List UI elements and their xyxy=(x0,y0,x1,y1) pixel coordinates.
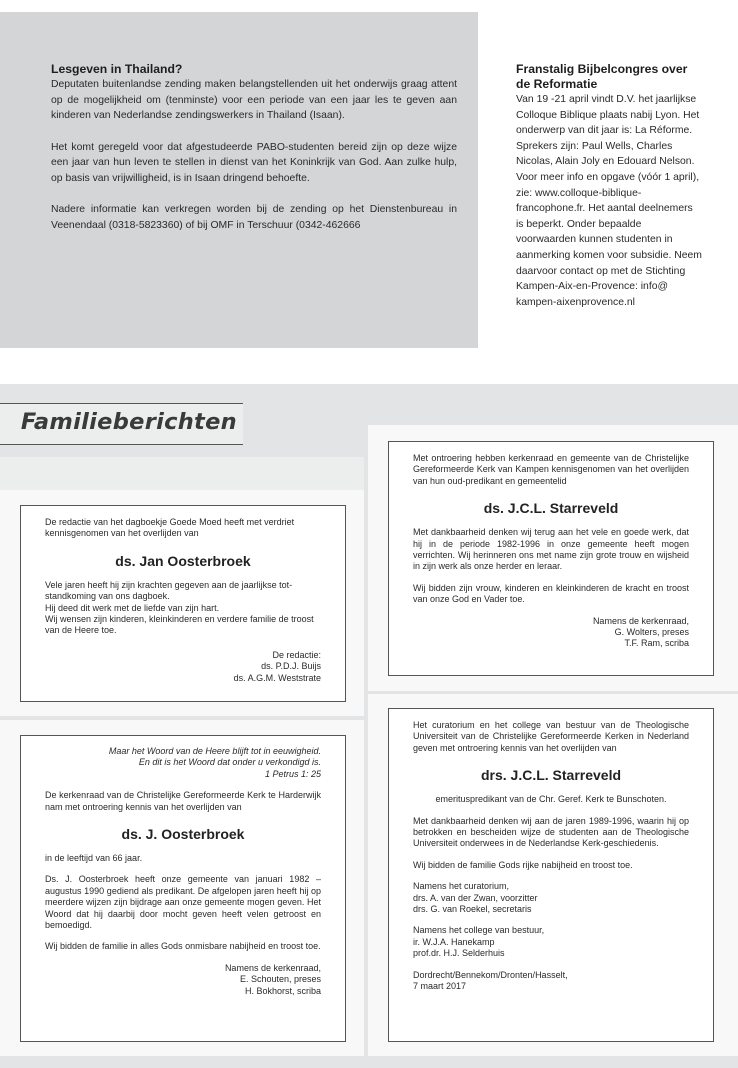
signature-line: H. Bokhorst, scriba xyxy=(244,985,321,996)
deceased-name: ds. J.C.L. Starreveld xyxy=(483,500,619,517)
card-text: Wij wensen zijn kinderen, kleinkinderen en verdere familie de troost van de Heere toe. xyxy=(45,614,314,636)
deceased-name: ds. J. Oosterbroek xyxy=(121,826,245,843)
card-text: Wij bidden zijn vrouw, kinderen en kleinkinderen de kracht en troost van onze God en Vader toe. xyxy=(413,582,689,605)
obituary-card xyxy=(20,505,346,702)
congres-notice xyxy=(516,62,702,310)
signature-line: E. Schouten, preses xyxy=(239,974,321,985)
card-text: Wij bidden de familie in alles Gods onmisbare nabijheid en troost toe. xyxy=(45,941,321,952)
place-line: Dordrecht/Bennekom/Dronten/Hasselt, xyxy=(413,969,568,980)
date-line: 7 maart 2017 xyxy=(413,981,467,992)
card-intro: De redactie van het dagboekje Goede Moed heeft met verdriet kennisgenomen van het overlijden van xyxy=(45,517,295,539)
signature-line: De redactie: xyxy=(272,649,321,660)
family-header xyxy=(0,403,243,445)
card-text: Met dankbaarheid denken wij terug aan het vele en goede werk, dat hij in de periode 1982-1996 in onze gemeente heeft mogen verrichten. Wij herinneren ons met name zijn grote trouw en wijsheid in zijn werk als onze herder en leraar. xyxy=(413,527,689,572)
card-text: Vele jaren heeft hij zijn krachten gegeven aan de jaarlijkse tot-standkoming van ons dagboek. xyxy=(45,579,293,602)
card-intro: De kerkenraad van de Christelijke Gereformeerde Kerk te Harderwijk nam met ontroering kennis van het overlijden van xyxy=(45,790,321,812)
thailand-title: Lesgeven in Thailand? xyxy=(51,62,183,76)
thailand-notice xyxy=(0,12,478,348)
signature-line: ir. W.J.A. Hanekamp xyxy=(413,936,495,947)
signature-line: Namens de kerkenraad, xyxy=(592,615,689,626)
congres-title: Franstalig Bijbelcongres over de Reformatie xyxy=(516,62,688,91)
obituary-card xyxy=(388,441,714,676)
card-text: Ds. J. Oosterbroek heeft onze gemeente van januari 1982 – augustus 1990 gediend als predikant. De afgelopen jaren heeft hij op meerdere wijzen zijn bijdrage aan onze gemeente mogen geven. Het Woord dat hij daarbij door mocht geven heeft velen getroost en bemoedigd. xyxy=(45,874,321,931)
card-subtitle: emerituspredikant van de Chr. Geref. Kerk te Bunschoten. xyxy=(435,794,667,805)
card-intro: Het curatorium en het college van bestuur van de Theologische Universiteit van de Christelijke Gereformeerde Kerken in Nederland geven met ontroering kennis van het overlijden van xyxy=(413,720,689,753)
bible-quote: En dit is het Woord dat onder u verkondigd is. xyxy=(138,757,321,768)
signature-line: Namens het curatorium, xyxy=(413,881,510,892)
signature-line: Namens het college van bestuur, xyxy=(413,925,545,936)
bible-reference: 1 Petrus 1: 25 xyxy=(264,768,321,779)
deceased-name: drs. J.C.L. Starreveld xyxy=(480,767,622,784)
signature-line: drs. A. van der Zwan, voorzitter xyxy=(413,892,538,903)
card-text: in de leeftijd van 66 jaar. xyxy=(45,853,143,864)
signature-line: G. Wolters, preses xyxy=(614,627,689,638)
signature-line: T.F. Ram, scriba xyxy=(624,638,689,649)
bible-quote: Maar het Woord van de Heere blijft tot in eeuwigheid. xyxy=(108,746,321,756)
card-text: Met dankbaarheid denken wij aan de jaren 1989-1996, waarin hij op betrokken en bescheiden wijze de studenten aan de Theologische Universiteit onderwees in de Nederlandse Kerk-geschiedenis. xyxy=(413,815,689,849)
header-strip xyxy=(0,457,364,490)
congres-body: Van 19 -21 april vindt D.V. het jaarlijkse Colloque Biblique plaats nabij Lyon. Het onderwerp van dit jaar is: La Réforme. Sprekers zijn: Paul Wells, Charles Nicolas, Alain Joly en Edouard Nelson. Voor meer info en opgave (vóór 1 april), zie: www.colloque-biblique-francophone.fr. Het aantal deelnemers is beperkt. Onder bepaalde voorwaarden kunnen studenten in aanmerking komen voor subsidie. Neem daarvoor contact op met de Stichting Kampen-Aix-en-Provence: info@ kampen-aixenprovence.nl xyxy=(516,94,702,308)
thailand-paragraph: Nadere informatie kan verkregen worden bij de zending op het Dienstenbureau in Veenendaal (0318-5823360) of bij OMF in Terschuur (0342-462666 xyxy=(51,204,457,231)
obituary-card xyxy=(20,735,346,1042)
signature-line: Namens de kerkenraad, xyxy=(224,962,321,973)
card-text: Wij bidden de familie Gods rijke nabijheid en troost toe. xyxy=(413,859,633,870)
deceased-name: ds. Jan Oosterbroek xyxy=(115,552,251,569)
card-intro: Met ontroering hebben kerkenraad en gemeente van de Christelijke Gereformeerde Kerk van Kampen kennisgenomen van het overlijden van hun oud-predikant en gemeentelid xyxy=(413,453,689,486)
card-text: Hij deed dit werk met de liefde van zijn hart. xyxy=(45,602,220,613)
signature-line: drs. G. van Roekel, secretaris xyxy=(413,904,532,915)
signature-line: ds. P.D.J. Buijs xyxy=(261,661,321,672)
thailand-paragraph: Het komt geregeld voor dat afgestudeerde PABO-studenten bereid zijn op deze wijze een jaar van hun leven te stellen in dienst van het Koninkrijk van God. Aan zulke hulp, op basis van vrijwilligheid, is in Isaan dringend behoefte. xyxy=(51,141,457,184)
obituary-card xyxy=(388,708,714,1042)
signature-line: prof.dr. H.J. Selderhuis xyxy=(413,948,505,959)
thailand-paragraph: Deputaten buitenlandse zending maken belangstellenden uit het onderwijs graag attent op de mogelijkheid om (tenminste) voor een periode van een jaar les te geven aan kinderen van Nederlandse zendingswerkers in Thailand (Isaan). xyxy=(51,79,457,121)
family-title: Familieberichten xyxy=(20,409,237,435)
signature-line: ds. A.G.M. Weststrate xyxy=(233,672,321,683)
